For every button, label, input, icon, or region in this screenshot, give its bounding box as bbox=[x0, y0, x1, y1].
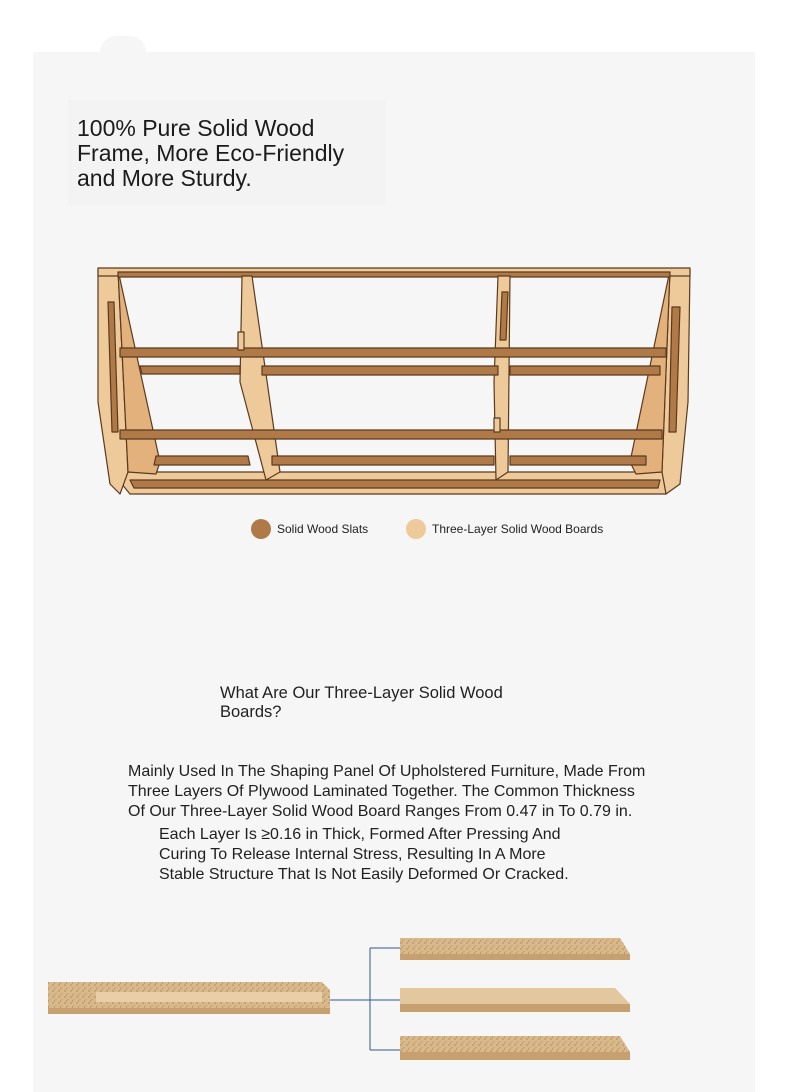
legend-solid-wood-slats bbox=[251, 519, 368, 539]
layer-middle bbox=[400, 988, 630, 1012]
para1-line-3: Of Our Three-Layer Solid Wood Board Ranges From 0.47 in To 0.79 in. bbox=[128, 803, 633, 820]
headline-line-1: 100% Pure Solid Wood bbox=[77, 115, 315, 141]
para2-line-2: Curing To Release Internal Stress, Resulting In A More bbox=[159, 846, 546, 863]
legend-label: Three-Layer Solid Wood Boards bbox=[432, 522, 604, 536]
description-paragraph-1 bbox=[128, 762, 728, 822]
description-paragraph-2 bbox=[159, 825, 639, 885]
question-line-2: Boards? bbox=[220, 703, 282, 721]
section-question-title bbox=[220, 684, 560, 722]
headline-line-3: and More Sturdy. bbox=[77, 165, 252, 191]
legend-label: Solid Wood Slats bbox=[277, 522, 369, 536]
para1-line-2: Three Layers Of Plywood Laminated Together. The Common Thickness bbox=[128, 783, 635, 800]
panel-tab-notch bbox=[100, 36, 146, 52]
headline-line-2: Frame, More Eco-Friendly bbox=[77, 140, 345, 166]
composite-board bbox=[48, 982, 330, 1014]
legend-three-layer-boards bbox=[406, 519, 603, 539]
layer-top bbox=[400, 938, 630, 960]
legend-swatch-light bbox=[406, 519, 426, 539]
sofa-frame-illustration bbox=[90, 262, 700, 507]
headline-box bbox=[68, 100, 386, 205]
board-layers-illustration bbox=[40, 930, 640, 1070]
headline-title bbox=[68, 100, 386, 191]
para2-line-1: Each Layer Is ≥0.16 in Thick, Formed After Pressing And bbox=[159, 826, 561, 843]
connector-lines bbox=[330, 948, 400, 1050]
para2-line-3: Stable Structure That Is Not Easily Deformed Or Cracked. bbox=[159, 866, 569, 883]
layer-bottom bbox=[400, 1036, 630, 1060]
para1-line-1: Mainly Used In The Shaping Panel Of Upholstered Furniture, Made From bbox=[128, 763, 646, 780]
legend-swatch-dark bbox=[251, 519, 271, 539]
question-line-1: What Are Our Three-Layer Solid Wood bbox=[220, 684, 503, 702]
